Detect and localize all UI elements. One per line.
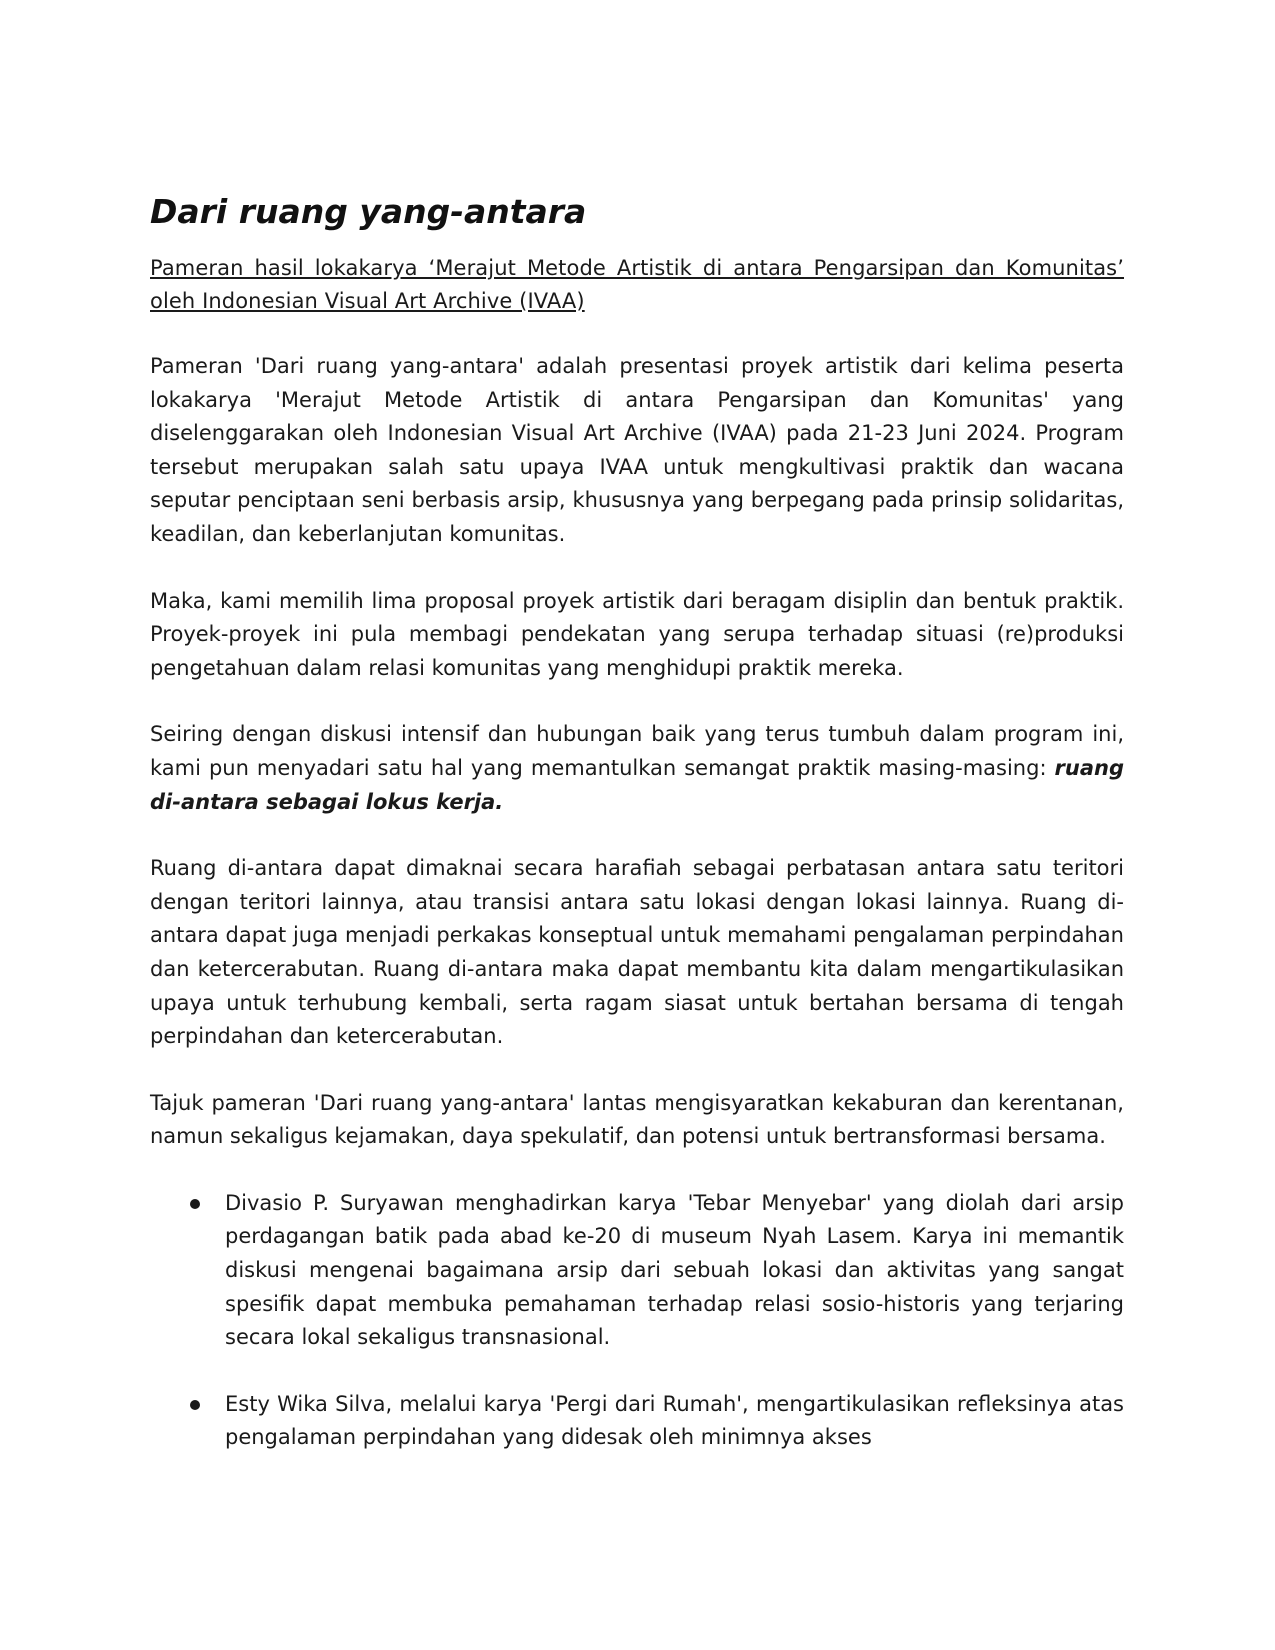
emphasis-text: ruang di-antara sebagai lokus kerja. [150,755,1124,814]
paragraph-title-meaning: Tajuk pameran 'Dari ruang yang-antara' lantas mengisyaratkan kekaburan dan kerentanan, namun sekaligus kejamakan, daya spekulatif, dan potensi untuk bertransformasi bersama. [150,1090,1124,1149]
bullet-icon [190,1199,200,1209]
list-item [150,1388,1124,1455]
bullet-icon [190,1400,200,1410]
document-page [150,192,1124,1488]
document-title: Dari ruang yang-antara [150,192,587,231]
list-item-text: Divasio P. Suryawan menghadirkan karya 'Tebar Menyebar' yang diolah dari arsip perdagangan batik pada abad ke-20 di museum Nyah Lasem. Karya ini memantik diskusi mengenai bagaimana arsip dari sebuah lokasi dan aktivitas yang sangat spesifik dapat membuka pemahaman terhadap relasi sosio-historis yang terjaring secara lokal sekaligus transnasional. [225,1190,1124,1350]
list-item [150,1187,1124,1355]
paragraph-meaning: Ruang di-antara dapat dimaknai secara harafiah sebagai perbatasan antara satu teritori dengan teritori lainnya, atau transisi antara satu lokasi dengan lokasi lainnya. Ruang di-antara dapat juga menjadi perkakas konseptual untuk memahami pengalaman perpindahan dan ketercerabutan. Ruang di-antara maka dapat membantu kita dalam mengartikulasikan upaya untuk terhubung kembali, serta ragam siasat untuk bertahan bersama di tengah perpindahan dan ketercerabutan. [150,856,1124,1049]
list-item-text: Esty Wika Silva, melalui karya 'Pergi dari Rumah', mengartikulasikan refleksinya atas pengalaman perpindahan yang didesak oleh minimnya akses [225,1391,1124,1450]
artist-list [150,1187,1124,1455]
paragraph-intro: Pameran 'Dari ruang yang-antara' adalah presentasi proyek artistik dari kelima peserta lokakarya 'Merajut Metode Artistik di antara Pengarsipan dan Komunitas' yang diselenggarakan oleh Indonesian Visual Art Archive (IVAA) pada 21-23 Juni 2024. Program tersebut merupakan salah satu upaya IVAA untuk mengkultivasi praktik dan wacana seputar penciptaan seni berbasis arsip, khususnya yang berpegang pada prinsip solidaritas, keadilan, dan keberlanjutan komunitas. [150,354,1124,546]
paragraph-selection: Maka, kami memilih lima proposal proyek artistik dari beragam disiplin dan bentuk praktik. Proyek-proyek ini pula membagi pendekatan yang serupa terhadap situasi (re)produksi pengetahuan dalam relasi komunitas yang menghidupi praktik mereka. [150,588,1124,680]
document-subtitle: Pameran hasil lokakarya ‘Merajut Metode Artistik di antara Pengarsipan dan Komunitas’ oleh Indonesian Visual Art Archive (IVAA) [150,256,1124,313]
paragraph-in-between [150,718,1124,819]
paragraph-in-between-text: Seiring dengan diskusi intensif dan hubungan baik yang terus tumbuh dalam program ini, kami pun menyadari satu hal yang memantulkan semangat praktik masing-masing: [150,722,1124,780]
